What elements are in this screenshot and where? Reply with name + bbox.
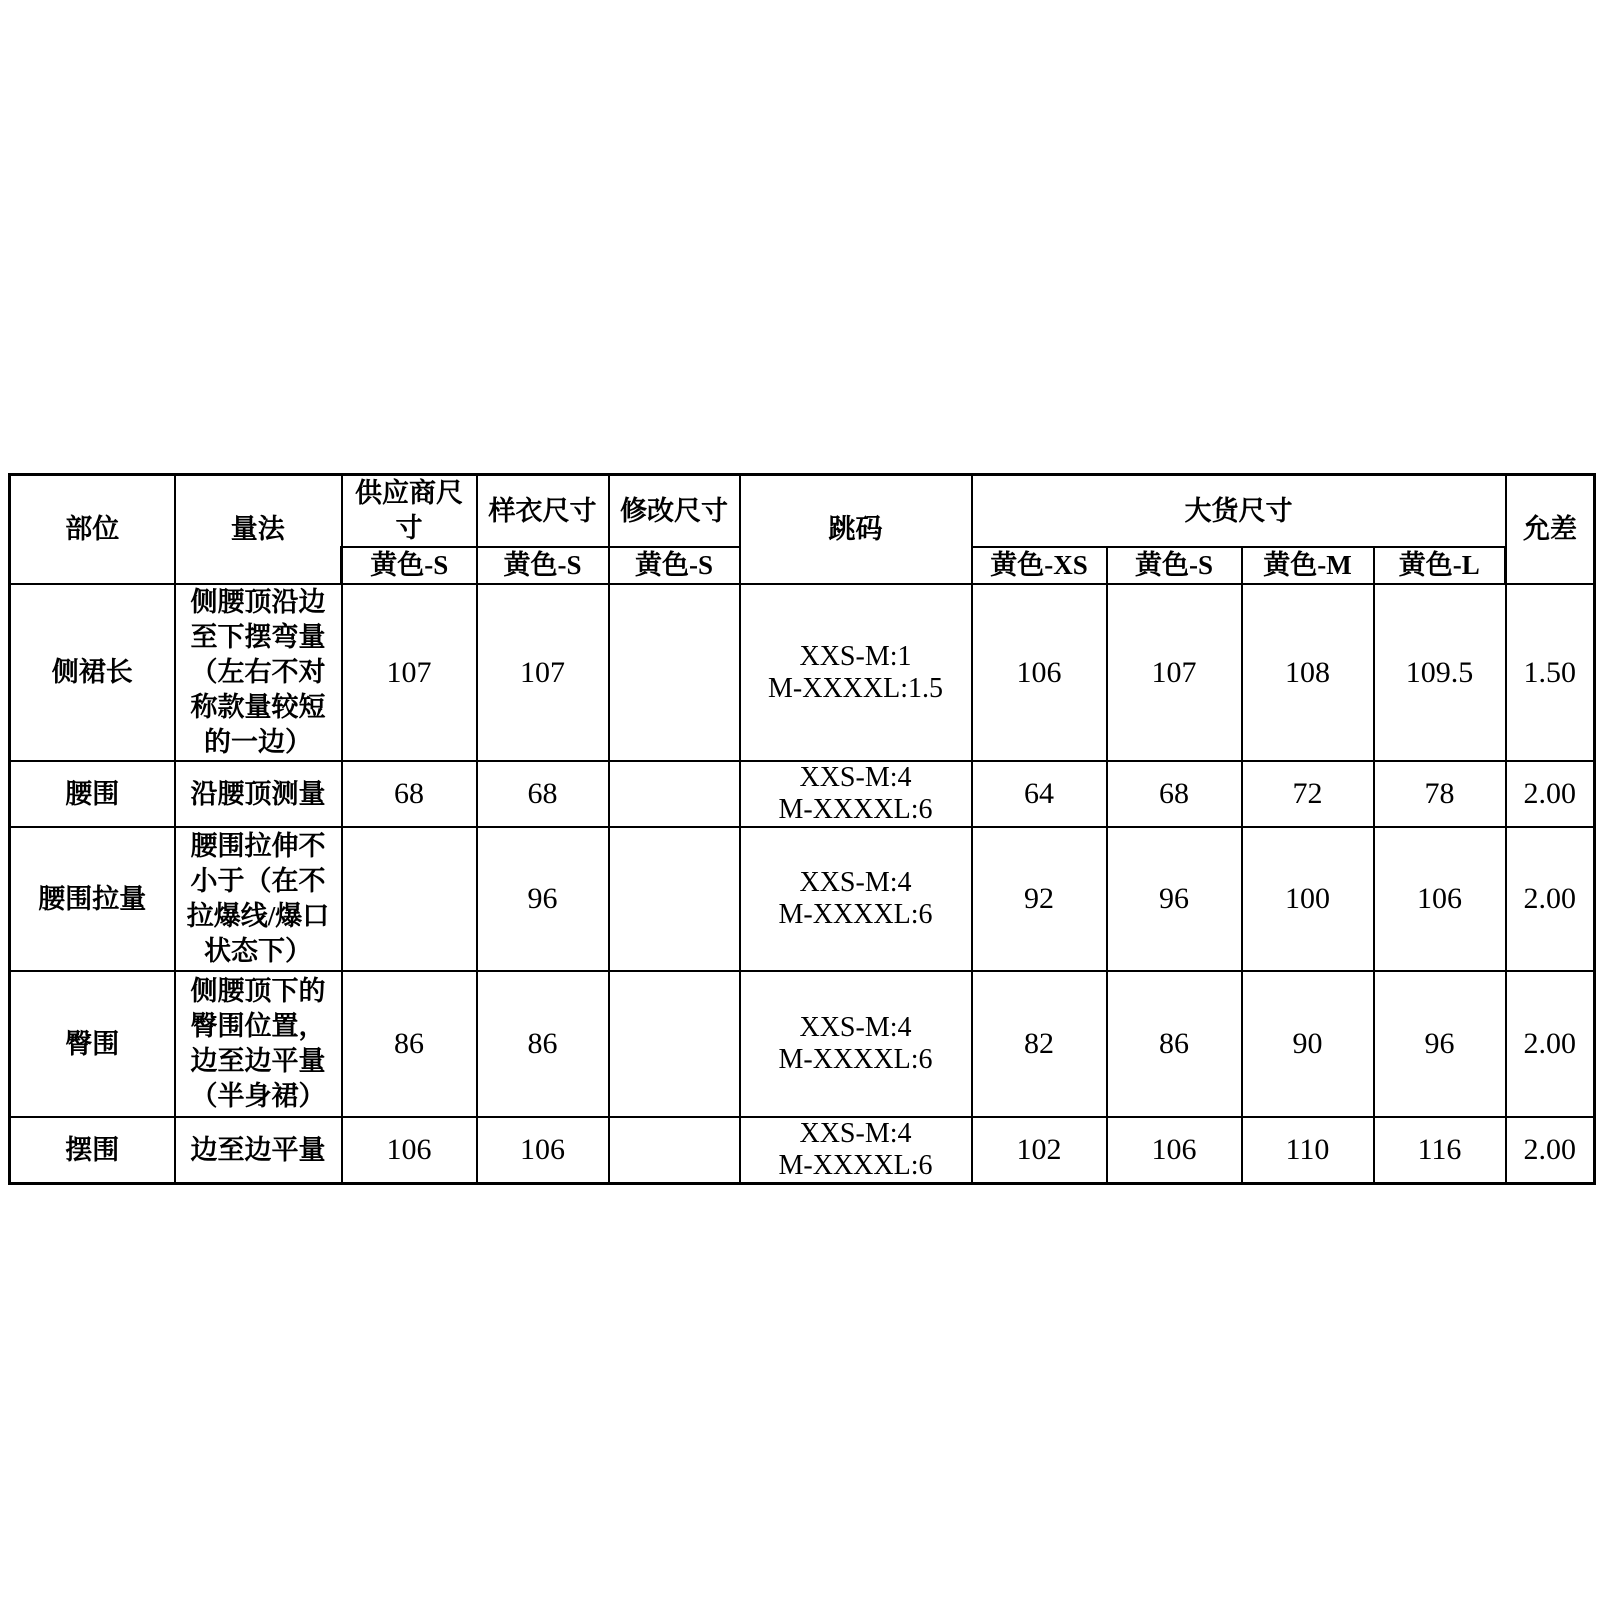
cell-method: 腰围拉伸不小于（在不拉爆线/爆口状态下） xyxy=(175,827,342,971)
cell-part: 侧裙长 xyxy=(10,584,175,761)
cell-bulk-m: 108 xyxy=(1242,584,1374,761)
cell-tolerance: 2.00 xyxy=(1506,827,1595,971)
subheader-supplier-color-size: 黄色-S xyxy=(342,547,477,584)
cell-supplier-value xyxy=(342,827,477,971)
cell-bulk-l: 116 xyxy=(1374,1117,1506,1184)
grading-line-2: M-XXXXL:1.5 xyxy=(768,672,943,704)
grading-line-1: XXS-M:1 xyxy=(799,640,912,672)
header-grading: 跳码 xyxy=(740,475,972,585)
grading-line-2: M-XXXXL:6 xyxy=(778,794,933,825)
table-row xyxy=(10,584,1595,761)
table-row xyxy=(10,1117,1595,1184)
cell-sample-value: 86 xyxy=(477,971,609,1117)
cell-bulk-s: 96 xyxy=(1107,827,1242,971)
grading-line-2: M-XXXXL:6 xyxy=(778,1150,933,1181)
size-spec-table-container xyxy=(8,473,1596,1185)
subheader-bulk-m: 黄色-M xyxy=(1242,547,1374,584)
table-row xyxy=(10,971,1595,1117)
cell-bulk-s: 86 xyxy=(1107,971,1242,1117)
cell-modified-value xyxy=(609,827,740,971)
cell-bulk-s: 68 xyxy=(1107,761,1242,827)
cell-bulk-xs: 82 xyxy=(972,971,1107,1117)
cell-modified-value xyxy=(609,584,740,761)
cell-bulk-xs: 102 xyxy=(972,1117,1107,1184)
cell-supplier-value: 107 xyxy=(342,584,477,761)
header-bulk-size: 大货尺寸 xyxy=(972,475,1506,548)
cell-bulk-l: 96 xyxy=(1374,971,1506,1117)
cell-grading xyxy=(740,584,972,761)
cell-part: 腰围拉量 xyxy=(10,827,175,971)
subheader-bulk-xs: 黄色-XS xyxy=(972,547,1107,584)
cell-tolerance: 1.50 xyxy=(1506,584,1595,761)
cell-tolerance: 2.00 xyxy=(1506,1117,1595,1184)
grading-line-1: XXS-M:4 xyxy=(799,1012,912,1043)
cell-tolerance: 2.00 xyxy=(1506,761,1595,827)
cell-bulk-l: 106 xyxy=(1374,827,1506,971)
cell-sample-value: 96 xyxy=(477,827,609,971)
cell-bulk-l: 78 xyxy=(1374,761,1506,827)
header-tolerance: 允差 xyxy=(1506,475,1595,585)
table-row xyxy=(10,761,1595,827)
cell-grading xyxy=(740,1117,972,1184)
cell-modified-value xyxy=(609,761,740,827)
cell-bulk-s: 107 xyxy=(1107,584,1242,761)
header-modified-size: 修改尺寸 xyxy=(609,475,740,548)
subheader-bulk-l: 黄色-L xyxy=(1374,547,1506,584)
cell-supplier-value: 106 xyxy=(342,1117,477,1184)
cell-bulk-m: 100 xyxy=(1242,827,1374,971)
subheader-sample-color-size: 黄色-S xyxy=(477,547,609,584)
cell-bulk-xs: 64 xyxy=(972,761,1107,827)
grading-line-2: M-XXXXL:6 xyxy=(778,899,933,930)
cell-grading xyxy=(740,827,972,971)
table-row xyxy=(10,827,1595,971)
cell-method: 边至边平量 xyxy=(175,1117,342,1184)
cell-part: 摆围 xyxy=(10,1117,175,1184)
cell-bulk-xs: 106 xyxy=(972,584,1107,761)
cell-part: 臀围 xyxy=(10,971,175,1117)
cell-tolerance: 2.00 xyxy=(1506,971,1595,1117)
grading-line-1: XXS-M:4 xyxy=(799,762,912,793)
header-sample-size: 样衣尺寸 xyxy=(477,475,609,548)
cell-supplier-value: 68 xyxy=(342,761,477,827)
grading-line-1: XXS-M:4 xyxy=(799,1118,912,1149)
cell-bulk-m: 110 xyxy=(1242,1117,1374,1184)
cell-sample-value: 106 xyxy=(477,1117,609,1184)
header-part: 部位 xyxy=(10,475,175,585)
cell-bulk-l: 109.5 xyxy=(1374,584,1506,761)
cell-bulk-xs: 92 xyxy=(972,827,1107,971)
cell-modified-value xyxy=(609,971,740,1117)
cell-bulk-s: 106 xyxy=(1107,1117,1242,1184)
cell-part: 腰围 xyxy=(10,761,175,827)
size-spec-table xyxy=(8,473,1596,1185)
cell-method: 侧腰顶沿边至下摆弯量（左右不对称款量较短的一边） xyxy=(175,584,342,761)
cell-supplier-value: 86 xyxy=(342,971,477,1117)
cell-method: 侧腰顶下的臀围位置，边至边平量（半身裙） xyxy=(175,971,342,1117)
subheader-bulk-s: 黄色-S xyxy=(1107,547,1242,584)
cell-bulk-m: 90 xyxy=(1242,971,1374,1117)
cell-sample-value: 107 xyxy=(477,584,609,761)
grading-line-1: XXS-M:4 xyxy=(799,867,912,898)
cell-sample-value: 68 xyxy=(477,761,609,827)
grading-line-2: M-XXXXL:6 xyxy=(778,1044,933,1075)
cell-bulk-m: 72 xyxy=(1242,761,1374,827)
header-supplier-size: 供应商尺寸 xyxy=(342,475,477,548)
cell-grading xyxy=(740,761,972,827)
subheader-modified-color-size: 黄色-S xyxy=(609,547,740,584)
cell-modified-value xyxy=(609,1117,740,1184)
header-method: 量法 xyxy=(175,475,342,585)
cell-grading xyxy=(740,971,972,1117)
cell-method: 沿腰顶测量 xyxy=(175,761,342,827)
